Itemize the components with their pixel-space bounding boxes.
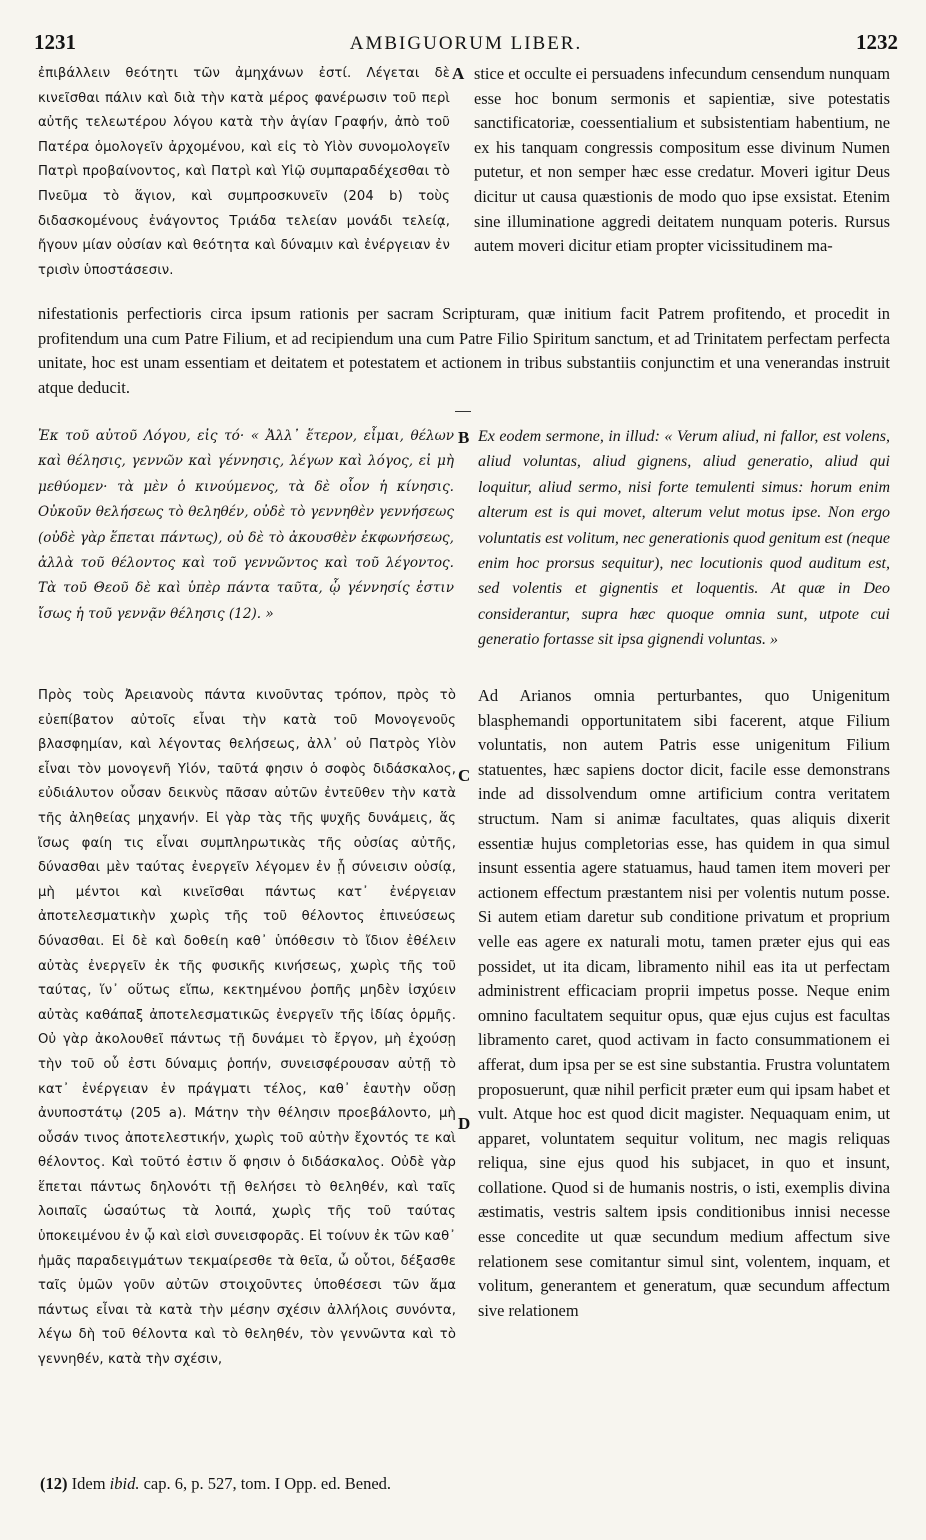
greek-top-column: ἐπιβάλλειν θεότητι τῶν ἀμηχάνων ἐστί. Λέγεται δὲ κινεῖσθαι πάλιν καὶ διὰ τὴν κατὰ μέρος φανέρωσιν τοῦ περὶ αὐτῆς τελεωτέρου λόγου κατὰ τὴν ἁγίαν Γραφήν, ἀπὸ τοῦ Πατέρα ὁμολογεῖν ἀρχομένου, καὶ εἰς τὸ Υἱὸν συνομολογεῖν Πατρὶ προβαίνοντος, καὶ Πατρὶ καὶ Υἱῷ συμπαραδέχεσθαι τὸ Πνεῦμα τὸ ἅγιον, καὶ συμπροσκυνεῖν (204 b) τοὺς διδασκομένους ἐνάγοντος Τριάδα τελείαν μονάδι τελείᾳ, ἤγουν μίαν οὐσίαν καὶ θεότητα καὶ δύναμιν καὶ ἐνέργειαν ἐν τρισὶν ὑποστάσεσιν.: [38, 66, 450, 278]
page-number-right: 1232: [856, 30, 898, 54]
latin-fullwidth-paragraph: nifestationis perfectioris circa ipsum rationis per sacram Scripturam, quæ initium facit Patrem profitendo, et procedit in profitendum una cum Patre Filium, et ad recipiendum una cum Patre Filio Spiritum sanctum, et ad Trinitatem perfectam perfecta unitate, hoc est unam essentiam et deitatem et potestatem et actionem in tribus substantiis conjunctim et una venerandas instruit atque deducit.: [38, 304, 890, 397]
page-number-left: 1231: [34, 30, 76, 54]
margin-marker-c: C: [458, 766, 471, 785]
latin-top-column: stice et occulte ei persuadens infecundum censendum nunquam esse hoc bonum sermonis et sapientiæ, sive potestatis sanctificatoriæ, coessentialium et subsistentiam habentium, ne ex his tanquam congressis compositum esse divinum Numen putetur, et non semper hæc esse credatur. Moveri igitur Deus dicitur ut causa quæstionis de modo quo ipse exsistat. Etenim sine illuminatione aggredi deitatem nunquam poteris. Rursus autem moveri dicitur etiam propter vicissitudinem ma-: [474, 64, 890, 256]
margin-marker-a: A: [452, 64, 465, 83]
section-divider: [455, 411, 471, 412]
footnote-ibid: ibid.: [109, 1474, 140, 1493]
latin-commentary-column: Ad Arianos omnia perturbantes, quo Unigenitum blasphemandi opportunitatem sibi facerent, atque Filium voluntatis, non autem Patris esse unigenitum Filium statuentes, hæc sapiens doctor dicit, facile esse demonstrans inde ad dissolvendum omne artificium contra veritatem structum. Nam si animæ facultates, quas aliquis dixerit essentiæ hujus completorias esse, has quidem in qua simul insunt essentia agere statuamus, haud tamen item moveri per actionem effectum præstantem nisi per volentis nutum posse. Si autem etiam daretur sub conditione privatum et proprium velle eas agere ex naturali motu, tamen præter ejus qui eas possidet, ut ita dicam, libramento nihil eas ita ut perfectam administrent efficaciam proprii impetus posse. Neque enim omnino facultatem sequitur opus, quæ ejus cujus est facultas libramento caret, quod activam in facto consummationem ei afferat, dum ipsa per se est sine substantia. Frustra voluntatem proposuerunt, quæ nihil perficit præter eum qui ipsam habet et vult. Atque hoc est quod dicit magister. Nequaquam enim, ut apparet, voluntatem sequitur volitum, nec magis reliquas reliqua, sine ejus quod his subjacet, in quo et insunt, collatione. Quod si de humanis nostris, o isti, exemplis divina æstimatis, vestris saltem ipsis conditionibus innisi necesse esse concedite ut quæ secundum medium affectum sive relationem sese comitantur simul sint, volentem, inquam, et volitum, generantem et generatum, quæ secundum affectum sive relationem: [478, 686, 890, 1320]
greek-quotation-column: Ἐκ τοῦ αὐτοῦ Λόγου, εἰς τό· « Ἀλλ᾽ ἕτερον, εἶμαι, θέλων καὶ θέλησις, γεννῶν καὶ γέννησις, λέγων καὶ λόγος, εἰ μὴ μεθύομεν· τὰ μὲν ὁ κινούμενος, τὰ δὲ οἷον ἡ κίνησις. Οὐκοῦν θελήσεως τὸ θεληθέν, οὐδὲ τὸ γεννηθὲν γεννήσεως (οὐδὲ γὰρ ἕπεται πάντως), οὐ δὲ τὸ ἀκουσθὲν ἐκφωνήσεως, ἀλλὰ τοῦ θέλοντος καὶ τοῦ γεννῶντος καὶ τοῦ λέγοντος. Τὰ τοῦ Θεοῦ δὲ καὶ ὑπὲρ πάντα ταῦτα, ᾧ γέννησίς ἐστιν ἴσως ἡ τοῦ γεννᾷν θέλησις (12). »: [38, 428, 454, 622]
margin-marker-d: D: [458, 1114, 471, 1133]
latin-quotation-column: Ex eodem sermone, in illud: « Verum aliud, ni fallor, est volens, aliud voluntas, aliud gignens, aliud generatio, aliud qui loquitur, aliud sermo, nisi forte temulenti simus: horum enim alterum est is qui movet, alterum velut motus ipse. Non ergo voluntatis est volitum, nec generationis quod genitum est (neque enim hoc prorsus sequitur), nec locutionis quod auditum est, sed volentis et gignentis et loquentis. At quæ in Deo considerantur, supra hæc quoque omnia sunt, utpote cui generatio fortasse sit ipsa gignendi voluntas. »: [478, 428, 890, 649]
running-title: AMBIGUORUM LIBER.: [349, 33, 583, 54]
footnote: [40, 1474, 391, 1494]
footnote-number: (12): [40, 1474, 68, 1493]
margin-marker-b: B: [458, 428, 470, 447]
greek-commentary-column: Πρὸς τοὺς Ἀρειανοὺς πάντα κινοῦντας τρόπον, πρὸς τὸ εὐεπίβατον αὐτοῖς εἶναι τὴν κατὰ τοῦ Μονογενοῦς βλασφημίαν, καὶ λέγοντας θελήσεως, ἀλλ᾽ οὐ Πατρὸς Υἱὸν εἶναι τὸν μονογενῆ Υἱόν, ταῦτά φησιν ὁ σοφὸς διδάσκαλος, εὐδιάλυτον οὖσαν δεικνὺς πᾶσαν αὐτῶν ἐντεῦθεν τὴν κατὰ τῆς ἀληθείας μηχανήν. Εἰ γὰρ τὰς τῆς ψυχῆς δυνάμεις, ἅς ἴσως φαίη τις εἶναι συμπληρωτικὰς τῆς οὐσίας αὐτῆς, δύνασθαι μὲν ταύτας ἐνεργεῖν λέγομεν ἐν ᾗ σύνεισιν οὐσίᾳ, μὴ μέντοι καὶ κινεῖσθαι πάντως κατ᾽ ἐνέργειαν ἀποτελεσματικὴν χωρὶς τῆς τοῦ θέλοντος ἐπινεύσεως δύνασθαι. Εἰ δὲ καὶ δοθείη καθ᾽ ὑπόθεσιν τὸ ἴδιον ἐθέλειν αὐτὰς ἐνεργεῖν ἐκ τῆς φυσικῆς κινήσεως, χωρὶς τῆς τοῦ ταύτας, ἵν᾽ οὕτως εἴπω, κεκτημένου ῥοπῆς μηδὲν ἰσχύειν αὐτὰς καθάπαξ ἀποτελεσματικῶς ἐνεργεῖν τῆς ἰδίας ὁρμῆς. Οὐ γὰρ ἀκολουθεῖ πάντως τῇ δυνάμει τὸ ἔργον, μὴ ἐχούσῃ τὴν τοῦ οὗ ἐστι δύναμις ῥοπήν, συνεισφέρουσαν αὐτῇ τὸ κατ᾽ ἐνέργειαν ἐν πράγματι τέλος, καθ᾽ ἑαυτὴν οὔσῃ ἀνυποστάτῳ (205 a). Μάτην τὴν θέλησιν προεβάλοντο, μὴ οὖσάν τινος ἀποτελεστικήν, χωρὶς τοῦ αὐτὴν ἔχοντός τε καὶ θέλοντος. Καὶ τοῦτό ἐστιν ὅ φησιν ὁ διδάσκαλος. Οὐδὲ γὰρ ἕπεται πάντως δηλονότι τῇ θελήσει τὸ θεληθέν, καὶ ταῖς λοιπαῖς ὡσαύτως τὰ λοιπά, χωρὶς τῆς τοῦ ταύτας ὑποκειμένου ἐν ᾧ καὶ εἰσὶ συνεισφορᾶς. Εἰ τοίνυν ἐκ τῶν καθ᾽ ἡμᾶς παραδειγμάτων τεκμαίρεσθε τὰ θεῖα, ὦ οὗτοι, δέξασθε ταῖς ὑμῶν γοῦν αὐτῶν στοιχοῦντες ὑποθέσεσι τῶν ἅμα πάντως εἶναι τὰ κατὰ τὴν μέσην σχέσιν ἀλλήλοις συνόντα, λέγω δὴ τοῦ θέλοντα καὶ τὸ θεληθέν, τὸν γεννῶντα καὶ τὸ γεννηθέν, κατὰ τὴν σχέσιν,: [38, 688, 456, 1368]
footnote-author: Idem: [71, 1474, 106, 1493]
running-header: [34, 30, 898, 62]
footnote-reference: cap. 6, p. 527, tom. I Opp. ed. Bened.: [143, 1474, 392, 1493]
